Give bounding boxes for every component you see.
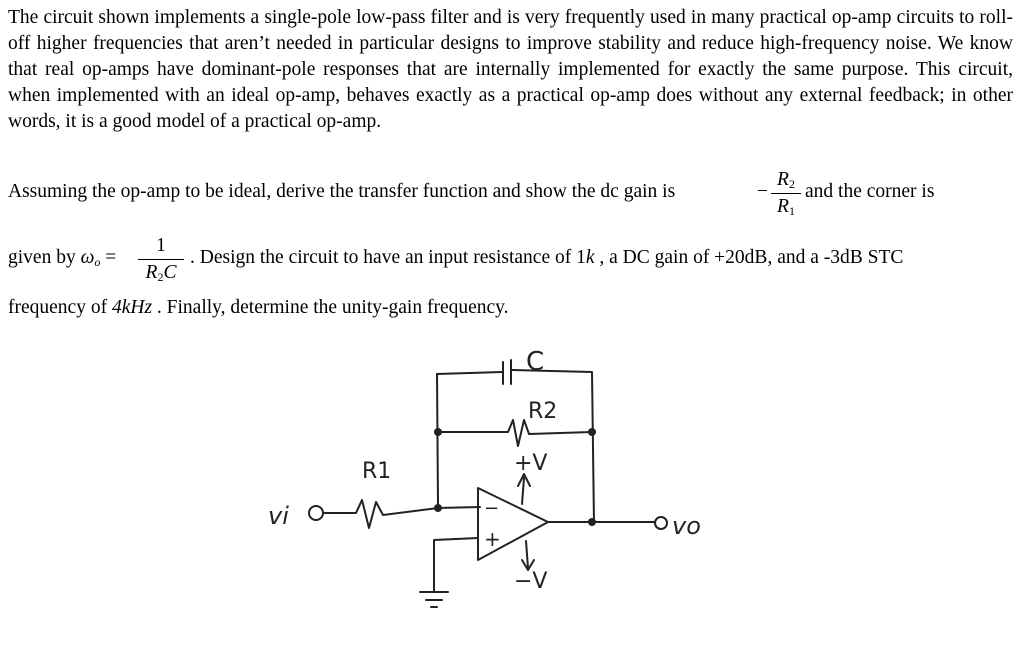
- junction-dot: [588, 518, 596, 526]
- frequency-value: 4kHz: [111, 297, 153, 318]
- gain-denominator: R: [777, 196, 789, 217]
- intro-paragraph: The circuit shown implements a single-pole low-pass filter and is very frequently used in many practical op-amp circuits to roll-off higher frequencies that aren’t needed in particular designs to improve stability and reduce high-frequency noise. We know that real op-amps have dominant-pole responses that are internally implemented for exactly the same purpose. This circuit, when implemented with an ideal op-amp, behaves exactly as a practical op-amp does without any external feedback; in other words, it is a good model of a practical op-amp.: [8, 7, 1013, 132]
- capacitor-top-wire: [437, 370, 594, 524]
- label-vo: vo: [672, 512, 701, 540]
- input-terminal: [309, 506, 323, 520]
- label-plus: +: [484, 527, 501, 551]
- corner-numerator: 1: [156, 235, 166, 256]
- label-c: C: [526, 347, 545, 377]
- junction-dot: [588, 428, 596, 436]
- gain-sign: −: [757, 181, 768, 202]
- gain-numerator-sub: 2: [788, 177, 795, 191]
- r2-wire: [438, 420, 592, 446]
- label-vi: vi: [268, 502, 289, 530]
- k-unit: k: [585, 247, 595, 268]
- gain-numerator: R: [777, 169, 789, 190]
- left-feedback-wire: [437, 374, 438, 506]
- frequency-suffix: . Finally, determine the unity-gain frequency.: [152, 297, 509, 318]
- junction-dot: [434, 428, 442, 436]
- corner-denominator: R: [145, 262, 158, 283]
- negative-supply: [522, 541, 534, 570]
- positive-supply: [518, 474, 530, 504]
- output-terminal: [655, 517, 667, 529]
- design-text-b: , a DC gain of +20dB, and a -3dB STC: [594, 247, 904, 268]
- given-by-text: given by: [8, 247, 76, 268]
- dc-gain-text: Assuming the op-amp to be ideal, derive the transfer function and show the dc gain is: [8, 181, 676, 202]
- r1-resistor: [323, 500, 438, 528]
- corner-denominator-tail: C: [163, 262, 177, 283]
- noninverting-wire: [434, 538, 478, 592]
- design-text-a: . Design the circuit to have an input resistance of 1: [190, 247, 586, 268]
- omega-sub: o: [94, 255, 101, 269]
- junction-dot: [434, 504, 442, 512]
- frequency-prefix: frequency of: [8, 297, 112, 318]
- omega-symbol: ω: [80, 247, 95, 268]
- label-r2: R2: [528, 399, 558, 424]
- ground-symbol: [420, 592, 448, 607]
- label-minus: −: [484, 498, 500, 519]
- capacitor-plates: [503, 360, 511, 384]
- label-r1: R1: [362, 459, 392, 484]
- label-vplus: +V: [514, 451, 548, 476]
- label-vminus: −V: [514, 569, 548, 594]
- corner-text: and the corner is: [805, 181, 935, 202]
- corner-denominator-sub: 2: [157, 270, 164, 284]
- inverting-input-wire: [438, 507, 480, 508]
- equals-sign: =: [105, 247, 117, 268]
- gain-denominator-sub: 1: [788, 204, 795, 218]
